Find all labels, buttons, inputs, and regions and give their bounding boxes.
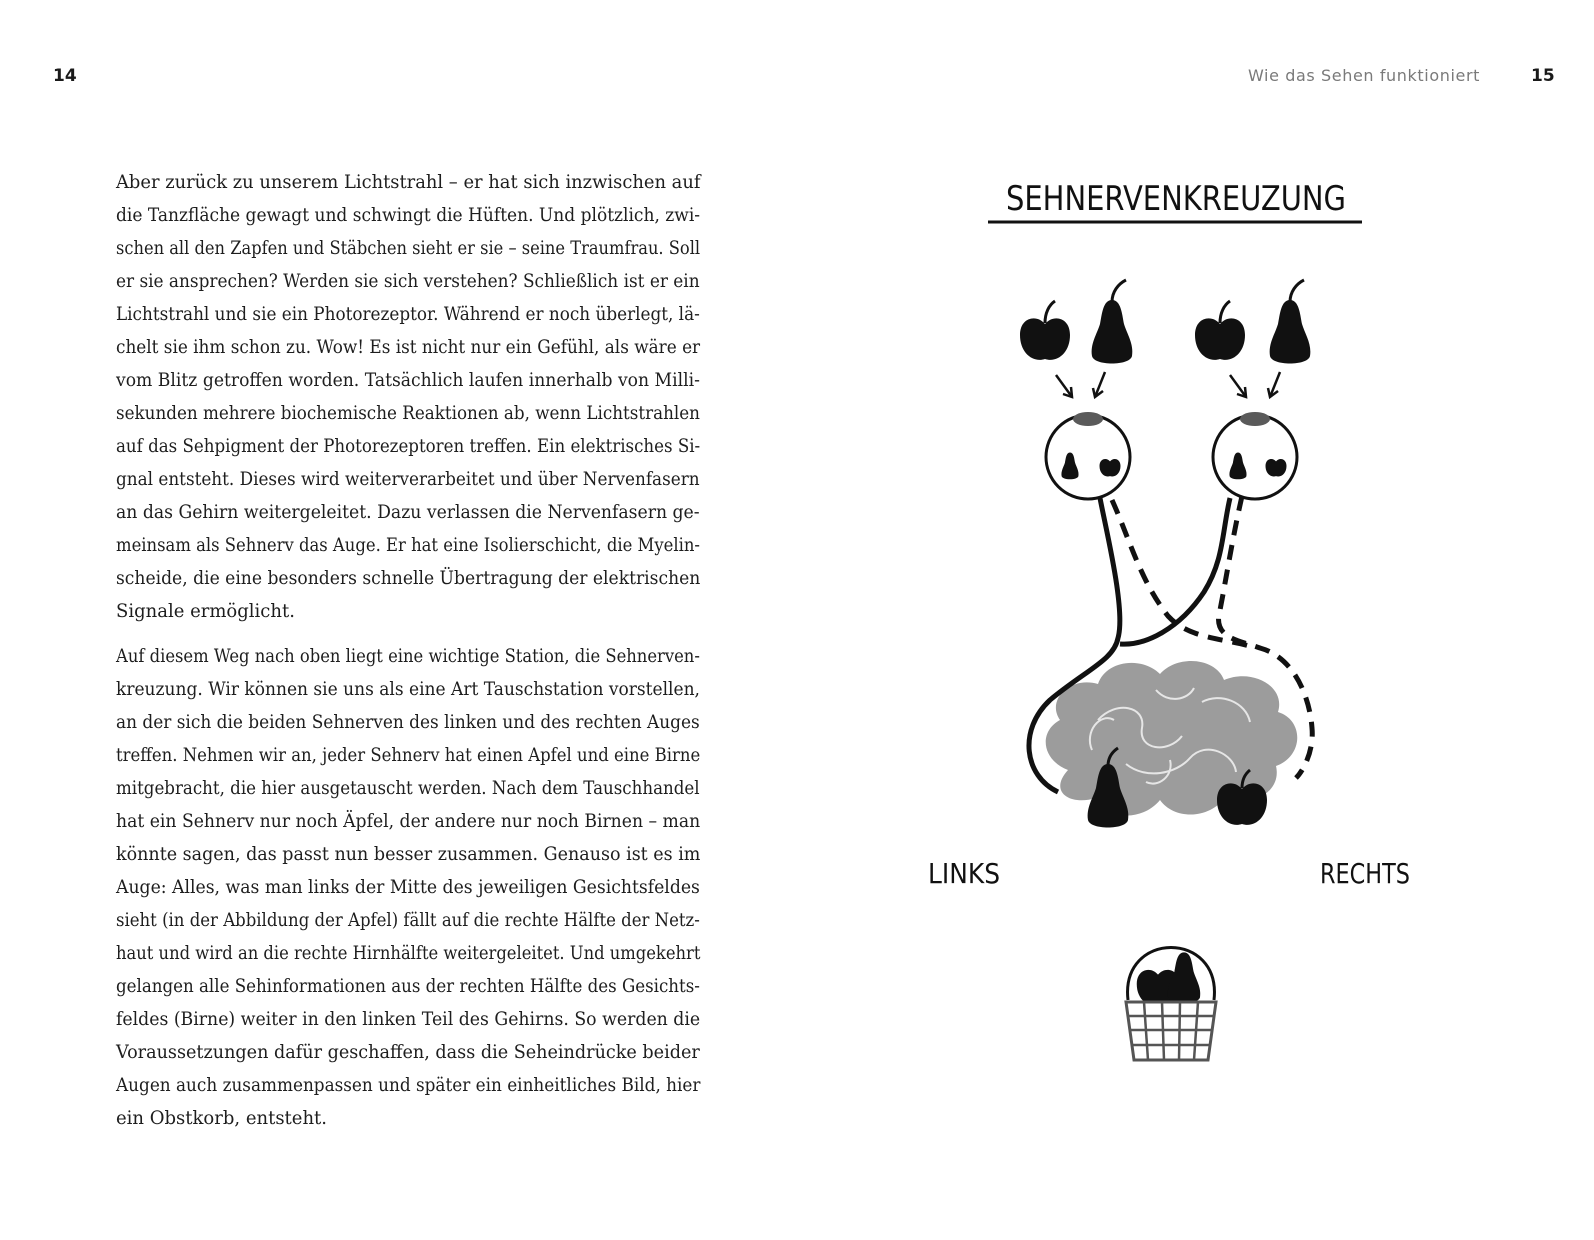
brain: [1046, 661, 1298, 827]
page-number-right: 15: [1531, 66, 1555, 86]
right-eye: [1213, 412, 1297, 499]
text-line: Augen auch zusammenpassen und später ein einheitliches Bild, hier: [116, 1075, 701, 1096]
running-head: Wie das Sehen funktioniert: [1247, 66, 1480, 85]
arrows: [1056, 372, 1280, 397]
paragraph-1: [116, 166, 716, 628]
text-line: Signale ermöglicht.: [116, 601, 295, 622]
text-line: chelt sie ihm schon zu. Wow! Es ist nicht nur ein Gefühl, als wäre er: [116, 337, 701, 358]
fruit-basket: [1126, 948, 1216, 1061]
fruit-top-right-pair: [1195, 280, 1310, 364]
text-line: meinsam als Sehnerv das Auge. Er hat eine Isolierschicht, die Myelin-: [116, 535, 700, 556]
text-line: hat ein Sehnerv nur noch Äpfel, der andere nur noch Birnen – man: [116, 811, 701, 832]
illustration-title: SEHNERVENKREUZUNG: [1006, 179, 1346, 219]
pear-icon: [1168, 952, 1201, 1003]
text-line: er sie ansprechen? Werden sie sich verstehen? Schließlich ist er ein: [116, 271, 700, 292]
text-line: die Tanzfläche gewagt und schwingt die Hüften. Und plötzlich, zwi-: [116, 205, 701, 226]
text-line: sekunden mehrere biochemische Reaktionen ab, wenn Lichtstrahlen: [116, 403, 700, 424]
text-line: mitgebracht, die hier ausgetauscht werden. Nach dem Tauschhandel: [116, 778, 700, 799]
text-line: könnte sagen, das passt nun besser zusammen. Genauso ist es im: [116, 844, 701, 865]
text-line: feldes (Birne) weiter in den linken Teil des Gehirns. So werden die: [116, 1009, 701, 1030]
apple-icon: [1266, 459, 1287, 476]
label-right: RECHTS: [1320, 857, 1410, 890]
text-line: an der sich die beiden Sehnerven des linken und des rechten Auges: [116, 712, 700, 733]
text-line: gelangen alle Sehinformationen aus der rechten Hälfte des Gesichts-: [116, 976, 700, 997]
apple-icon: [1020, 301, 1070, 360]
text-line: gnal entsteht. Dieses wird weiterverarbeitet und über Nervenfasern: [116, 469, 700, 490]
text-line: schen all den Zapfen und Stäbchen sieht er sie – seine Traumfrau. Soll: [116, 238, 701, 259]
text-line: treffen. Nehmen wir an, jeder Sehnerv hat einen Apfel und eine Birne: [116, 745, 701, 766]
text-line: an das Gehirn weitergeleitet. Dazu verlassen die Nervenfasern ge-: [116, 502, 700, 523]
apple-icon: [1100, 459, 1121, 476]
text-line: Voraussetzungen dafür geschaffen, dass die Seheindrücke beider: [116, 1042, 700, 1063]
pear-icon: [1270, 280, 1311, 364]
text-line: Auf diesem Weg nach oben liegt eine wichtige Station, die Sehnerven-: [116, 646, 700, 667]
text-line: haut und wird an die rechte Hirnhälfte weitergeleitet. Und umgekehrt: [116, 943, 701, 964]
text-line: Auge: Alles, was man links der Mitte des jeweiligen Gesichtsfeldes: [116, 877, 700, 898]
text-line: scheide, die eine besonders schnelle Übertragung der elektrischen: [116, 568, 701, 589]
text-line: kreuzung. Wir können sie uns als eine Art Tauschstation vorstellen,: [116, 679, 700, 700]
pear-icon: [1092, 280, 1133, 364]
left-eye: [1046, 412, 1130, 499]
text-line: auf das Sehpigment der Photorezeptoren treffen. Ein elektrisches Si-: [116, 436, 701, 457]
text-line: Lichtstrahl und sie ein Photorezeptor. Während er noch überlegt, lä-: [116, 304, 700, 325]
text-line: sieht (in der Abbildung der Apfel) fällt auf die rechte Hälfte der Netz-: [116, 910, 700, 931]
body-text: [116, 166, 716, 1135]
text-line: ein Obstkorb, entsteht.: [116, 1108, 328, 1129]
text-line: Aber zurück zu unserem Lichtstrahl – er hat sich inzwischen auf: [116, 172, 701, 193]
label-left: LINKS: [928, 857, 1000, 890]
paragraph-2: [116, 640, 716, 1135]
optic-chiasm-illustration: [920, 160, 1440, 1080]
apple-icon: [1195, 301, 1245, 360]
fruit-top-left-pair: [1020, 280, 1132, 364]
page-number-left: 14: [53, 66, 77, 86]
text-line: vom Blitz getroffen worden. Tatsächlich laufen innerhalb von Milli-: [116, 370, 700, 391]
